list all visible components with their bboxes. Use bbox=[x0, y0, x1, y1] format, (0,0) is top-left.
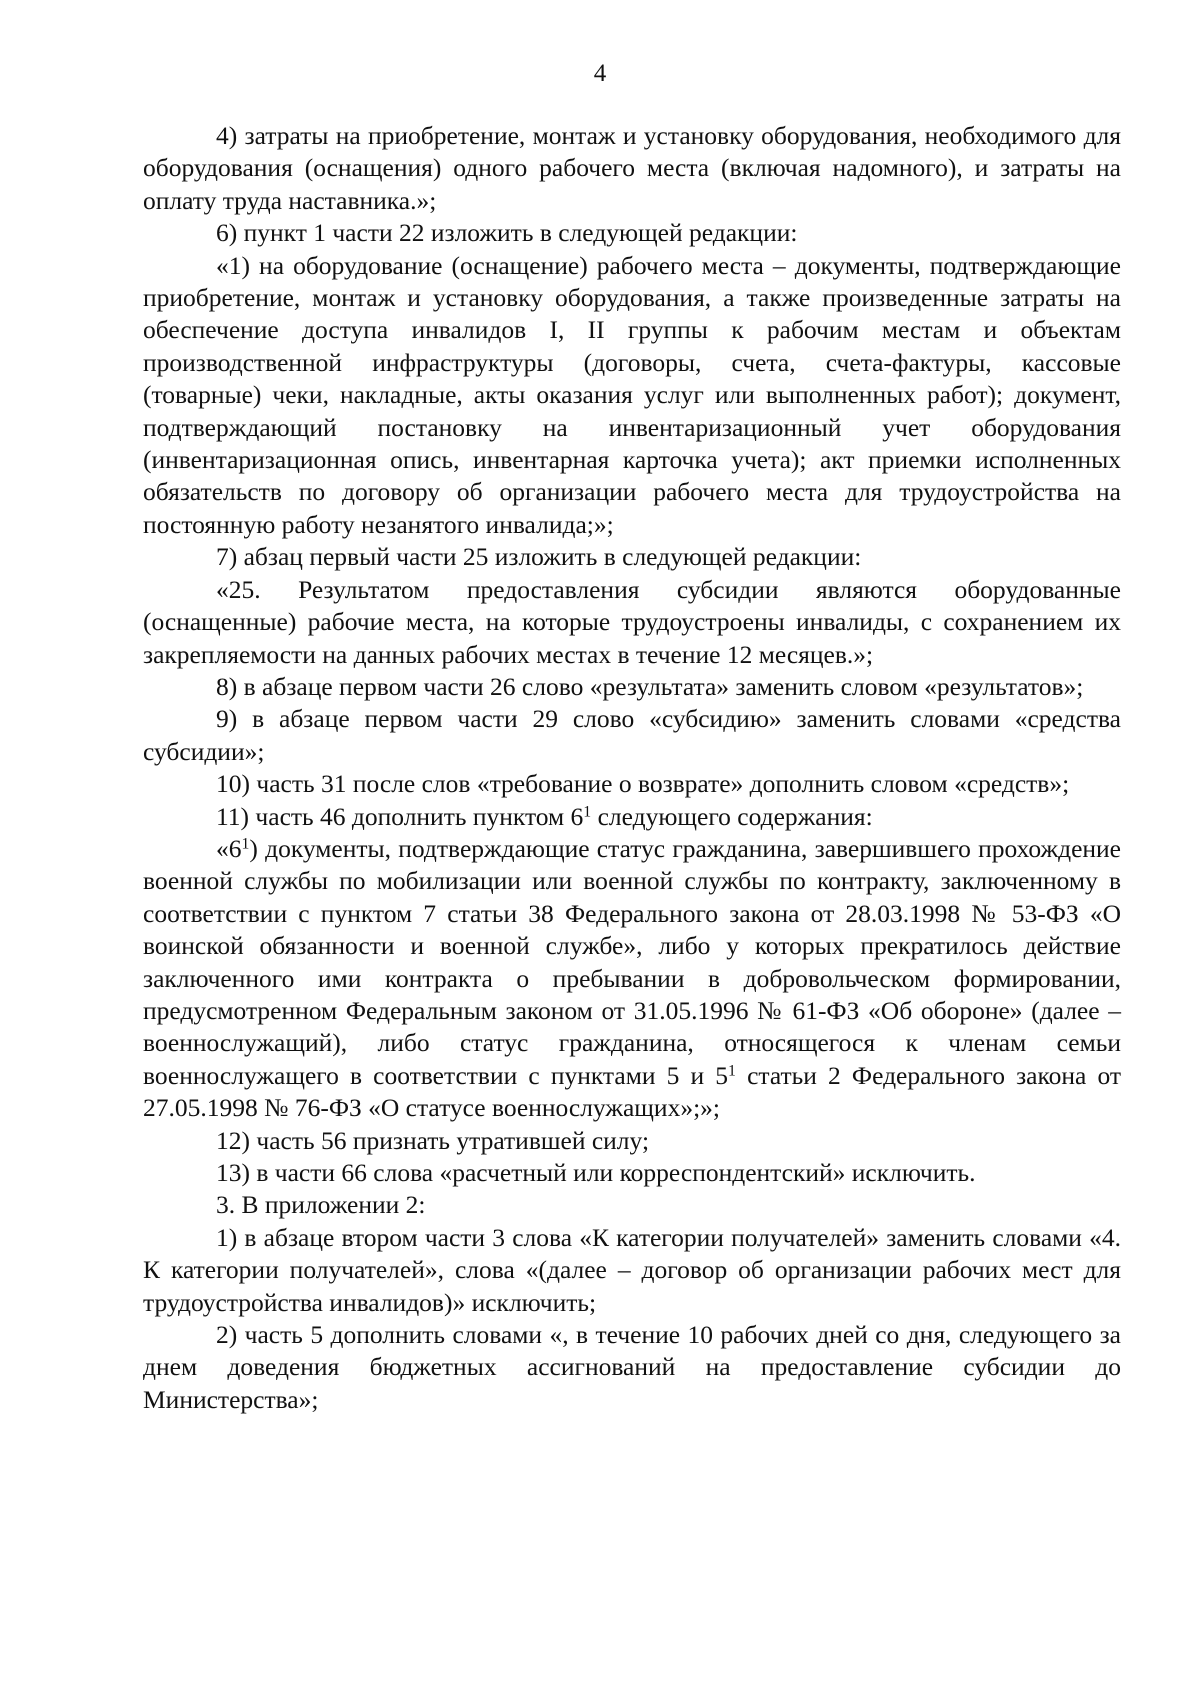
paragraph: 10) часть 31 после слов «требование о возврате» дополнить словом «средств»; bbox=[216, 769, 1070, 799]
superscript: 1 bbox=[728, 1062, 736, 1080]
superscript: 1 bbox=[241, 835, 250, 853]
paragraph: «1) на оборудование (оснащение) рабочего места – документы, подтверждающие приобретение, монтаж и установку оборудования, а также произведенные затраты на обеспечение доступа инвалидов I, II группы к рабочим местам и объектам производственной инфраструктуры (договоры, счета, счета-фактуры, кассовые (товарные) чеки, накладные, акты оказания услуг или выполненных работ); документ, подтверждающий постановку на инвентаризационный учет оборудования (инвентаризационная опись, инвентарная карточка учета); акт приемки исполненных обязательств по договору об организации рабочего места для трудоустройства на постоянную работу незанятого инвалида;»; bbox=[143, 250, 1121, 539]
paragraph-text: 11) часть 46 дополнить пунктом 6 bbox=[216, 801, 584, 831]
paragraph: 6) пункт 1 части 22 изложить в следующей редакции: bbox=[216, 218, 798, 248]
paragraph: 12) часть 56 признать утратившей силу; bbox=[216, 1125, 650, 1155]
paragraph: 1) в абзаце втором части 3 слова «К категории получателей» заменить словами «4. К категории получателей», слова «(далее – договор об организации рабочих мест для трудоустройства инвалидов)» исключить; bbox=[143, 1222, 1121, 1317]
paragraph: 3. В приложении 2: bbox=[216, 1190, 426, 1220]
paragraph-text: «6 bbox=[216, 833, 242, 863]
paragraph-text: ) документы, подтверждающие статус гражданина, завершившего прохождение военной службы по мобилизации или военной службы по контракту, заключенному в соответствии с пунктом 7 статьи 38 Федерального закона от 28.03.1998 № 53-ФЗ «О воинской обязанности и военной службе», либо у которых прекратилось действие заключенного ими контракта о пребывании в добровольческом формировании, предусмотренном Федеральным законом от 31.05.1996 № 61-ФЗ «Об обороне» (далее – военнослужащий), либо статус гражданина, относящегося к членам семьи военнослужащего в соответствии с пунктами 5 и 5 bbox=[143, 833, 1121, 1090]
paragraph: 8) в абзаце первом части 26 слово «результата» заменить словом «результатов»; bbox=[216, 671, 1084, 701]
paragraph: 13) в части 66 слова «расчетный или корреспондентский» исключить. bbox=[216, 1158, 976, 1187]
paragraph: 7) абзац первый части 25 изложить в следующей редакции: bbox=[216, 542, 862, 572]
paragraph: «25. Результатом предоставления субсидии являются оборудованные (оснащенные) рабочие места, на которые трудоустроены инвалиды, с сохранением их закрепляемости на данных рабочих местах в течение 12 месяцев.»; bbox=[143, 574, 1121, 669]
page-number: 4 bbox=[593, 60, 607, 87]
document-body bbox=[143, 120, 1121, 1416]
paragraph: 9) в абзаце первом части 29 слово «субсидию» заменить словами «средства субсидии»; bbox=[143, 704, 1121, 766]
paragraph-text: следующего содержания: bbox=[591, 801, 873, 831]
paragraph bbox=[143, 833, 1121, 1125]
superscript: 1 bbox=[583, 802, 592, 820]
paragraph: 4) затраты на приобретение, монтаж и установку оборудования, необходимого для оборудования (оснащения) одного рабочего места (включая надомного), и затраты на оплату труда наставника.»; bbox=[143, 121, 1121, 215]
paragraph-text: статьи 2 Федерального закона от 27.05.1998 № 76-ФЗ «О статусе военнослужащих»;»; bbox=[143, 1060, 1121, 1123]
paragraph: 2) часть 5 дополнить словами «, в течение 10 рабочих дней со дня, следующего за днем доведения бюджетных ассигнований на предоставление субсидии до Министерства»; bbox=[143, 1320, 1121, 1414]
paragraph bbox=[143, 801, 1121, 833]
